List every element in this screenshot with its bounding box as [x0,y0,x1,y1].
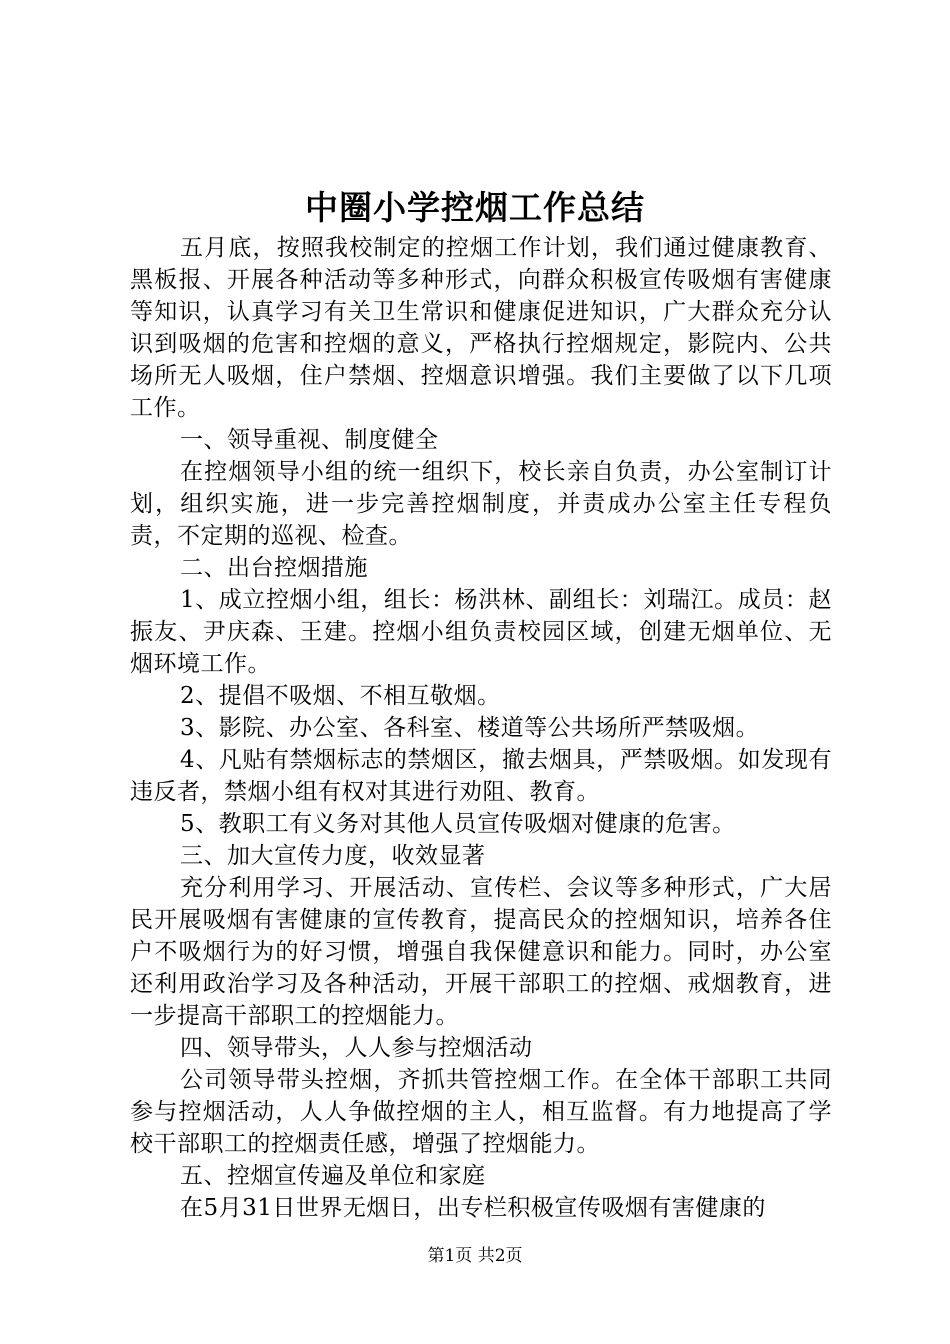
list-item-1: 1、成立控烟小组，组长：杨洪林、副组长：刘瑞江。成员：赵振友、尹庆森、王建。控烟小组负责校园区域，创建无烟单位、无烟环境工作。 [130,587,832,677]
section-heading-2: 二、出台控烟措施 [180,555,368,581]
section-heading-5: 五、控烟宣传遍及单位和家庭 [180,1163,486,1189]
section-heading-3: 三、加大宣传力度，收效显著 [180,843,486,869]
paragraph-section-5: 在5月31日世界无烟日，出专栏积极宣传吸烟有害健康的 [180,1195,766,1221]
paragraph-section-3: 充分利用学习、开展活动、宣传栏、会议等多种形式，广大居民开展吸烟有害健康的宣传教育，提高民众的控烟知识，培养各住户不吸烟行为的好习惯，增强自我保健意识和能力。同时，办公室还利用政治学习及各种活动，开展干部职工的控烟、戒烟教育，进一步提高干部职工的控烟能力。 [130,875,832,1029]
list-item-3: 3、影院、办公室、各科室、楼道等公共场所严禁吸烟。 [180,715,760,741]
list-item-4: 4、凡贴有禁烟标志的禁烟区，撤去烟具，严禁吸烟。如发现有违反者，禁烟小组有权对其进行劝阻、教育。 [130,747,832,805]
paragraph-section-4: 公司领导带头控烟，齐抓共管控烟工作。在全体干部职工共同参与控烟活动，人人争做控烟的主人，相互监督。有力地提高了学校干部职工的控烟责任感，增强了控烟能力。 [130,1067,832,1157]
document-body [130,232,832,1224]
paragraph-section-1: 在控烟领导小组的统一组织下，校长亲自负责，办公室制订计划，组织实施，进一步完善控烟制度，并责成办公室主任专程负责，不定期的巡视、检查。 [130,459,832,549]
page-number: 第1页 共2页 [427,1246,523,1266]
section-heading-4: 四、领导带头，人人参与控烟活动 [180,1035,533,1061]
section-heading-1: 一、领导重视、制度健全 [180,427,439,453]
list-item-2: 2、提倡不吸烟、不相互敬烟。 [180,683,501,709]
page-title: 中圈小学控烟工作总结 [305,188,645,227]
list-item-5: 5、教职工有义务对其他人员宣传吸烟对健康的危害。 [180,811,736,837]
paragraph-intro: 五月底，按照我校制定的控烟工作计划，我们通过健康教育、黑板报、开展各种活动等多种形式，向群众积极宣传吸烟有害健康等知识，认真学习有关卫生常识和健康促进知识，广大群众充分认识到吸烟的危害和控烟的意义，严格执行控烟规定，影院内、公共场所无人吸烟，住户禁烟、控烟意识增强。我们主要做了以下几项工作。 [130,235,832,421]
